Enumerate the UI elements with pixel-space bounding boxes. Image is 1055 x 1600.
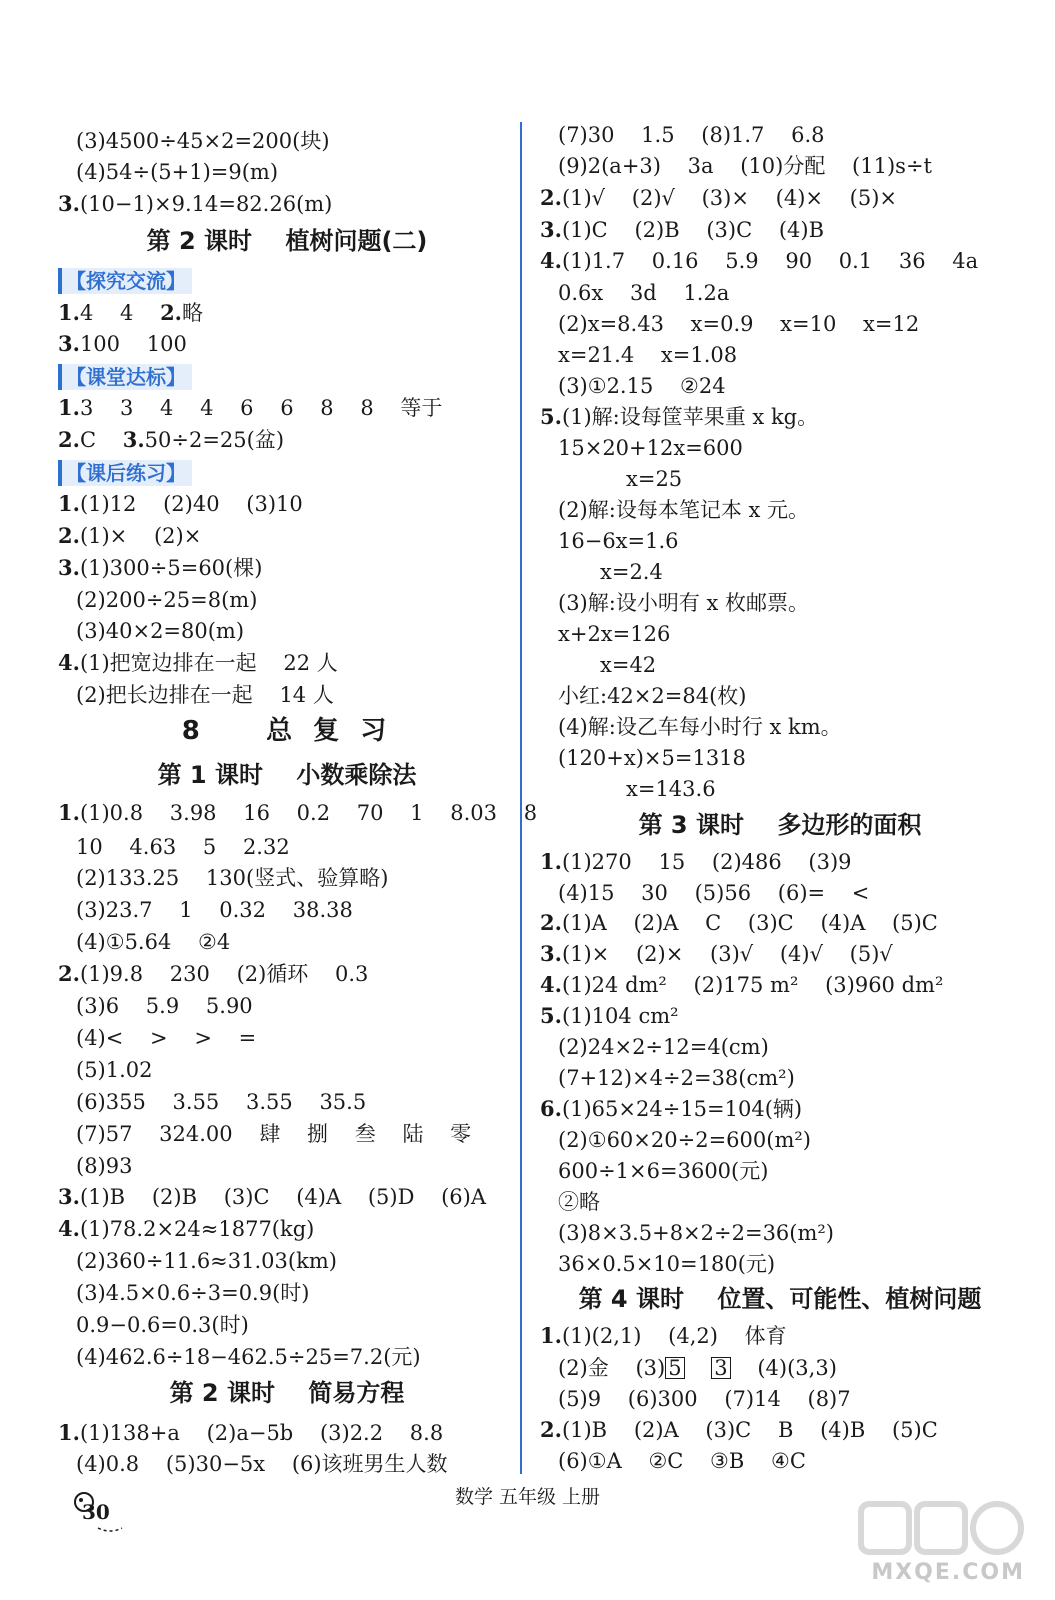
- item-number: 4.: [540, 972, 562, 997]
- lesson-heading: 第 2 课时 简易方程: [169, 1379, 405, 1407]
- answer-line: (8)93: [76, 1154, 133, 1178]
- item-number: 3.: [540, 217, 562, 242]
- answer-text: (10−1)×9.14=82.26(m): [79, 192, 333, 216]
- answer-text: (1)B (2)A (3)C B (4)B (5)C: [561, 1418, 938, 1442]
- answer-line: 16−6x=1.6: [558, 529, 679, 553]
- answer-line: [540, 1417, 938, 1443]
- column-divider: [520, 122, 522, 1474]
- answer-line: x=2.4: [600, 560, 663, 584]
- answer-line: 15×20+12x=600: [558, 436, 743, 460]
- answer-text: (1)√ (2)√ (3)× (4)× (5)×: [561, 186, 898, 210]
- answer-line: (7)30 1.5 (8)1.7 6.8: [558, 123, 825, 147]
- answer-text: C: [79, 428, 123, 452]
- answer-text: 略: [182, 301, 203, 325]
- item-number: 2.: [58, 523, 80, 548]
- answer-line: (3)40×2=80(m): [76, 619, 245, 643]
- answer-line: 10 4.63 5 2.32: [76, 835, 290, 859]
- item-number: 4.: [540, 248, 562, 273]
- answer-text: (1)12 (2)40 (3)10: [79, 492, 303, 516]
- answer-line: (2)24×2÷12=4(cm): [558, 1035, 769, 1059]
- item-number: 3.: [58, 331, 80, 356]
- answer-line: (2)133.25 130(竖式、验算略): [76, 866, 389, 890]
- item-number: 1.: [58, 1420, 80, 1445]
- answer-line: [540, 248, 978, 274]
- answer-line: (6)355 3.55 3.55 35.5: [76, 1090, 367, 1114]
- item-number: 2.: [58, 961, 80, 986]
- answer-line: (3)①2.15 ②24: [558, 374, 726, 398]
- answer-text: (1)C (2)B (3)C (4)B: [561, 218, 825, 242]
- answer-line: [58, 491, 303, 517]
- item-number: 2.: [160, 300, 182, 325]
- answer-line: [58, 300, 203, 326]
- item-number: 2.: [540, 910, 562, 935]
- answer-line: [58, 800, 537, 826]
- boxed-number: 3: [711, 1357, 730, 1379]
- answer-line: x=21.4 x=1.08: [558, 343, 738, 367]
- answer-line: x=143.6: [626, 777, 716, 801]
- answer-line: (2)x=8.43 x=0.9 x=10 x=12: [558, 312, 920, 336]
- item-number: 2.: [540, 185, 562, 210]
- answer-line: 小红:42×2=84(枚): [558, 684, 747, 708]
- answer-line: (4)462.6÷18−462.5÷25=7.2(元): [76, 1345, 421, 1369]
- answer-text: (4)(3,3): [730, 1356, 837, 1380]
- lesson-heading: 第 1 课时 小数乘除法: [157, 761, 417, 789]
- watermark-text: MXQE.COM: [871, 1560, 1025, 1585]
- answer-text: (1)65×24÷15=104(辆): [561, 1097, 803, 1121]
- answer-text: (1)104 cm²: [561, 1004, 679, 1028]
- answer-text: (1)78.2×24≈1877(kg): [79, 1217, 315, 1241]
- answer-line: (6)①A ②C ③B ④C: [558, 1449, 806, 1473]
- answer-line: (4)解:设乙车每小时行 x km。: [558, 715, 842, 739]
- item-number: 1.: [58, 491, 80, 516]
- answer-line: (2)①60×20÷2=600(m²): [558, 1128, 811, 1152]
- answer-line: [58, 555, 262, 581]
- answer-text: (1)× (2)× (3)√ (4)√ (5)√: [561, 942, 893, 966]
- answer-line: (3)4.5×0.6÷3=0.9(时): [76, 1281, 310, 1305]
- answer-text: (1)24 dm² (2)175 m² (3)960 dm²: [561, 973, 944, 997]
- answer-text: (1)0.8 3.98 16 0.2 70 1 8.03 8: [79, 801, 538, 825]
- answer-text: (1)B (2)B (3)C (4)A (5)D (6)A: [79, 1185, 487, 1209]
- answer-line: 600÷1×6=3600(元): [558, 1159, 769, 1183]
- answer-line: (3)4500÷45×2=200(块): [76, 129, 330, 153]
- answer-line: (4)54÷(5+1)=9(m): [76, 160, 279, 184]
- answer-text: (1)把宽边排在一起 22 人: [79, 651, 338, 675]
- answer-line: (4)< > > =: [76, 1026, 257, 1050]
- section-tag: 【课后练习】: [58, 460, 192, 486]
- answer-line: [58, 395, 442, 421]
- answer-text: (1)解:设每筐苹果重 x kg。: [561, 405, 819, 429]
- section-tag: 【探究交流】: [58, 268, 192, 294]
- answer-line: [540, 404, 818, 430]
- item-number: 1.: [58, 800, 80, 825]
- answer-line: x+2x=126: [558, 622, 671, 646]
- answer-line: (4)①5.64 ②4: [76, 930, 231, 954]
- item-number: 1.: [58, 300, 80, 325]
- answer-line: ②略: [558, 1190, 600, 1214]
- answer-text: 100 100: [79, 332, 187, 356]
- answer-line: [540, 1096, 802, 1122]
- item-number: 1.: [540, 1323, 562, 1348]
- item-number: 3.: [540, 941, 562, 966]
- answer-line: (120+x)×5=1318: [558, 746, 746, 770]
- answer-line: [540, 185, 897, 211]
- item-number: 5.: [540, 1003, 562, 1028]
- answer-text: (1)138+a (2)a−5b (3)2.2 8.8: [79, 1421, 444, 1445]
- lesson-heading: 第 3 课时 多边形的面积: [638, 811, 922, 839]
- section-tag: 【课堂达标】: [58, 364, 192, 390]
- answer-line: (7)57 324.00 肆 捌 叁 陆 零: [76, 1122, 472, 1146]
- item-number: 2.: [540, 1417, 562, 1442]
- item-number: 5.: [540, 404, 562, 429]
- answer-line: (3)解:设小明有 x 枚邮票。: [558, 591, 810, 615]
- item-number: 3.: [58, 191, 80, 216]
- answer-line: [540, 1355, 837, 1381]
- boxed-number: 5: [665, 1357, 684, 1379]
- answer-line: 0.6x 3d 1.2a: [558, 281, 730, 305]
- answer-line: (7+12)×4÷2=38(cm²): [558, 1066, 795, 1090]
- answer-line: [58, 650, 338, 676]
- chapter-heading: 8 总 复 习: [181, 716, 393, 746]
- answer-line: x=42: [600, 653, 657, 677]
- answer-line: [58, 961, 368, 987]
- answer-line: [540, 910, 938, 936]
- answer-line: (3)8×3.5+8×2÷2=36(m²): [558, 1221, 835, 1245]
- answer-line: (9)2(a+3) 3a (10)分配 (11)s÷t: [558, 154, 932, 178]
- item-number: 3.: [58, 1184, 80, 1209]
- item-number: 6.: [540, 1096, 562, 1121]
- answer-line: [540, 217, 824, 243]
- answer-text: 50÷2=25(盆): [144, 428, 285, 452]
- answer-line: 0.9−0.6=0.3(时): [76, 1313, 249, 1337]
- answer-line: [540, 941, 893, 967]
- answer-line: (4)0.8 (5)30−5x (6)该班男生人数: [76, 1452, 448, 1476]
- answer-line: [540, 972, 943, 998]
- answer-text: 3 3 4 4 6 6 8 8 等于: [79, 396, 443, 420]
- answer-line: [540, 1323, 787, 1349]
- lesson-heading: 第 4 课时 位置、可能性、植树问题: [578, 1285, 982, 1313]
- answer-text: (1)1.7 0.16 5.9 90 0.1 36 4a: [561, 249, 979, 273]
- answer-line: 36×0.5×10=180(元): [558, 1252, 776, 1276]
- answer-line: (5)1.02: [76, 1058, 153, 1082]
- answer-line: [540, 849, 852, 875]
- answer-text: (1)× (2)×: [79, 524, 202, 548]
- page-number: 30: [82, 1500, 110, 1524]
- answer-text: (2)金 (3): [558, 1356, 666, 1380]
- item-number: 4.: [58, 1216, 80, 1241]
- answer-text: (1)(2,1) (4,2) 体育: [561, 1324, 787, 1348]
- answer-text: (1)A (2)A C (3)C (4)A (5)C: [561, 911, 938, 935]
- answer-line: [58, 1184, 486, 1210]
- answer-line: (2)200÷25=8(m): [76, 588, 258, 612]
- answer-line: [58, 191, 332, 217]
- item-number: 3.: [58, 555, 80, 580]
- answer-line: (2)把长边排在一起 14 人: [76, 683, 334, 707]
- answer-line: x=25: [626, 467, 683, 491]
- answer-line: [58, 1216, 314, 1242]
- answer-line: [58, 523, 201, 549]
- answer-line: [58, 427, 284, 453]
- answer-line: [540, 1003, 679, 1029]
- item-number: 1.: [58, 395, 80, 420]
- answer-line: (2)解:设每本笔记本 x 元。: [558, 498, 810, 522]
- answer-line: [58, 1420, 443, 1446]
- item-number: 2.: [58, 427, 80, 452]
- item-number: 3.: [122, 427, 145, 452]
- book-footer: 数学 五年级 上册: [454, 1486, 601, 1508]
- answer-line: (3)6 5.9 5.90: [76, 994, 253, 1018]
- lesson-heading: 第 2 课时 植树问题(二): [146, 227, 428, 255]
- answer-line: [58, 331, 187, 357]
- answer-line: (4)15 30 (5)56 (6)= <: [558, 881, 870, 905]
- answer-text: (1)270 15 (2)486 (3)9: [561, 850, 852, 874]
- item-number: 4.: [58, 650, 80, 675]
- answer-line: (2)360÷11.6≈31.03(km): [76, 1249, 337, 1273]
- answer-text: (1)300÷5=60(棵): [79, 556, 263, 580]
- answer-line: (3)23.7 1 0.32 38.38: [76, 898, 353, 922]
- answer-text: (1)9.8 230 (2)循环 0.3: [79, 962, 369, 986]
- item-number: 1.: [540, 849, 562, 874]
- answer-line: (5)9 (6)300 (7)14 (8)7: [558, 1387, 851, 1411]
- answer-text: 4 4: [79, 301, 161, 325]
